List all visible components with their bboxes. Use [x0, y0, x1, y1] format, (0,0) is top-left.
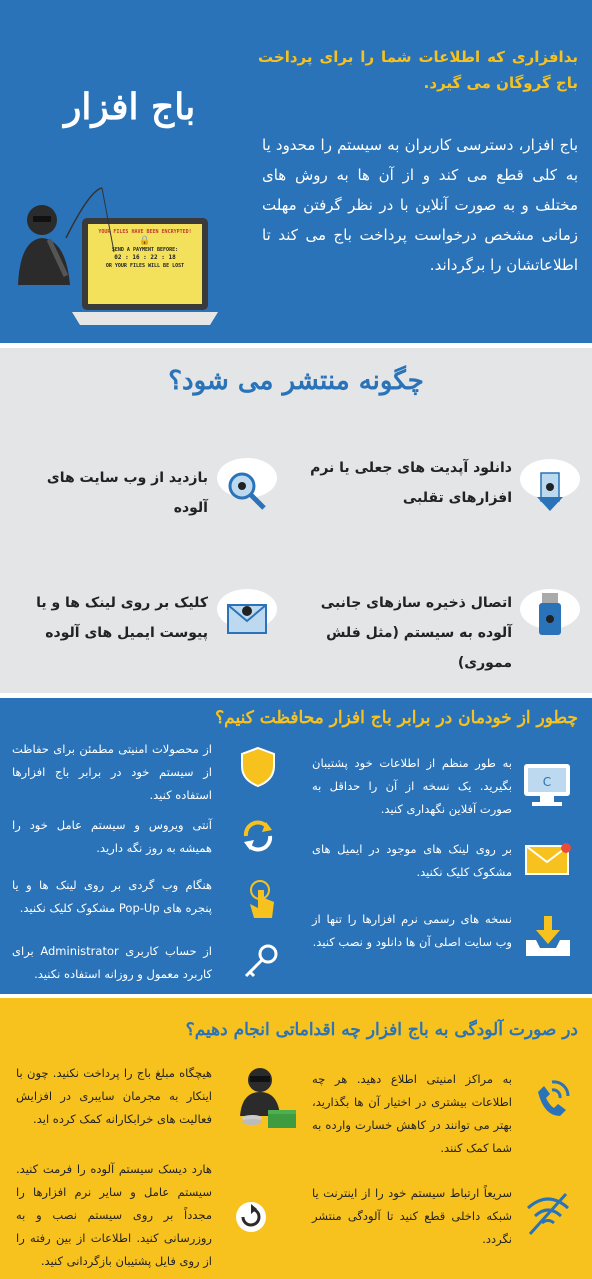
infected-title: در صورت آلودگی به باج افزار چه اقداماتی انجام دهیم؟ — [185, 1020, 578, 1040]
email-bug-icon — [212, 583, 282, 645]
phone-call-icon — [522, 1074, 574, 1126]
protect-item-security-products: از محصولات امنیتی مطمئن برای حفاظت از سیستم خود در برابر باج افزارها استفاده کنید. — [12, 742, 212, 802]
intro-section — [0, 0, 592, 343]
spread-item-fake-updates: دانلود آپدیت های جعلی یا نرم افزارهای تقلبی — [310, 460, 512, 506]
spread-item-infected-sites: بازدید از وب سایت های آلوده — [46, 470, 208, 516]
shield-icon — [240, 746, 276, 788]
download-tray-icon — [522, 912, 574, 960]
download-cloud-icon — [515, 453, 585, 515]
protect-item-update: آنتی ویروس و سیستم عامل خود را همیشه به روز نگه دارید. — [12, 818, 212, 855]
spread-section — [0, 348, 592, 693]
spread-item-email: کلیک بر روی لینک ها و یا پیوست ایمیل های آلوده — [36, 595, 208, 641]
restore-icon — [232, 1198, 270, 1236]
infected-item-disconnect: سریعاً ارتباط سیستم خود را از اینترنت یا شبکه داخلی قطع کنید تا آلودگی منتشر نگردد. — [312, 1186, 512, 1246]
infected-section — [0, 998, 592, 1279]
protect-item-official: نسخه های رسمی نرم افزارها را تنها از وب سایت اصلی آن ها دانلود و نصب کنید. — [312, 912, 512, 949]
email-warning-icon — [522, 840, 574, 880]
spread-item-usb: اتصال ذخیره سازهای جانبی آلوده به سیستم (مثل فلش مموری) — [320, 595, 512, 671]
ransom-line-3: OR YOUR FILES WILL BE LOST — [105, 263, 185, 269]
brand-title: باج افزار — [64, 86, 196, 128]
infected-item-report: به مراکز امنیتی اطلاع دهید. هر چه اطلاعات بیشتری در اختیار آن ها بگذارید، بهتر می توانند در کاهش خسارت وارده به شما کمک کنند. — [312, 1072, 512, 1155]
no-wifi-icon — [522, 1188, 574, 1240]
lock-icon: 🔒 — [139, 236, 151, 246]
intro-body: باج افزار، دسترسی کاربران به سیستم را محدود یا به کلی قطع می کند و از آن ها به روش های مختلف و به صورت آنلاین با در نظر گرفتن مهلت زمانی مشخص درخواست پرداخت باج می کند تا اطلاعاتشان را برگرداند. — [262, 136, 578, 274]
ransom-line-2: SEND A PAYMENT BEFORE: — [111, 247, 179, 253]
intro-headline: بدافزاری که اطلاعات شما را برای پرداخت باج گروگان می گیرد. — [258, 48, 578, 92]
infected-item-format: هارد دیسک سیستم آلوده را فرمت کنید. سیستم عامل و سایر نرم افزارها را مجدداً بر روی سیستم نصب و به روزرسانی کنید. اطلاعات از بین رفته را از روی فایل پشتیبان بازگردانی کنید. — [16, 1162, 212, 1268]
magnifier-bug-icon — [212, 452, 282, 514]
protect-item-admin: از حساب کاربری Administrator برای کاربرد معمول و روزانه استفاده نکنید. — [12, 944, 212, 981]
refresh-icon — [240, 818, 276, 854]
hand-click-icon — [240, 878, 280, 924]
usb-bug-icon — [515, 583, 585, 645]
protect-item-backup: به طور منظم از اطلاعات خود پشتیبان بگیرید. یک نسخه از آن را حداقل به صورت آفلاین نگهداری کنید. — [312, 756, 512, 816]
spread-title: چگونه منتشر می شود؟ — [168, 366, 424, 396]
ransom-screen — [88, 224, 202, 304]
protect-section — [0, 698, 592, 994]
thief-money-icon — [234, 1064, 300, 1132]
svg-text:C: C — [542, 775, 552, 789]
ransom-line-1: YOUR FILES HAVE BEEN ENCRYPTED! — [98, 229, 192, 235]
ransom-timer: 02 : 16 : 22 : 18 — [114, 254, 176, 261]
protect-item-popup: هنگام وب گردی بر روی لینک ها و یا پنجره های Pop-Up مشکوک کلیک نکنید. — [12, 878, 212, 915]
computer-backup-icon — [520, 760, 574, 808]
key-icon — [240, 944, 280, 980]
infected-item-no-pay: هیچگاه مبلغ باج را پرداخت نکنید. چون با اینکار به مجرمان سایبری در افزایش فعالیت های خرابکارانه کمک کرده اید. — [16, 1066, 212, 1126]
protect-item-email: بر روی لینک های موجود در ایمیل های مشکوک کلیک نکنید. — [312, 842, 512, 879]
protect-title: چطور از خودمان در برابر باج افزار محافظت کنیم؟ — [215, 708, 578, 728]
